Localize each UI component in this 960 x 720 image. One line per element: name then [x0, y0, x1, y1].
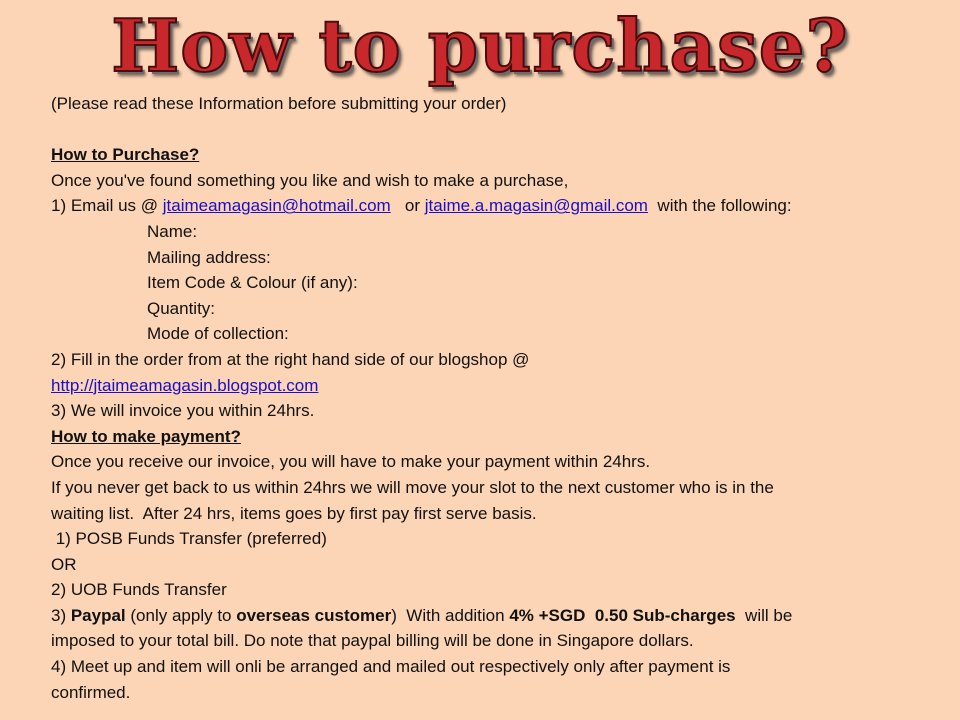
- step-1-suffix: with the following:: [657, 196, 792, 216]
- payment-option-3-line-2: imposed to your total bill. Do note that paypal billing will be done in Singapore dollars.: [51, 631, 694, 651]
- payment-heading: How to make payment?: [51, 426, 241, 446]
- or-separator: OR: [51, 554, 77, 574]
- step-3: 3) We will invoice you within 24hrs.: [51, 401, 315, 421]
- option-3-mid-1: (only apply to: [125, 605, 237, 625]
- surcharge-label: 4% +SGD 0.50 Sub-charges: [509, 605, 736, 625]
- step-2: 2) Fill in the order from at the right hand side of our blogshop @: [51, 349, 530, 369]
- payment-option-1: 1) POSB Funds Transfer (preferred): [51, 529, 327, 549]
- note-text: (Please read these Information before submitting your order): [51, 94, 507, 113]
- page-title: How to purchase?: [111, 3, 849, 88]
- field-mailing-address: Mailing address:: [147, 247, 271, 267]
- purchase-heading: How to Purchase?: [51, 145, 200, 165]
- overseas-label: overseas customer: [236, 605, 392, 625]
- or-text: or: [404, 196, 420, 216]
- field-quantity: Quantity:: [147, 298, 216, 318]
- option-3-mid-2: ) With addition: [391, 605, 510, 625]
- paypal-label: Paypal: [70, 605, 126, 625]
- step-1-prefix: 1) Email us @: [51, 196, 163, 216]
- blogshop-link[interactable]: http://jtaimeamagasin.blogspot.com: [51, 375, 319, 395]
- payment-option-4-line-1: 4) Meet up and item will onli be arranged and mailed out respectively only after payment is: [51, 657, 731, 677]
- payment-line-2: If you never get back to us within 24hrs we will move your slot to the next customer who is in the: [51, 477, 774, 497]
- payment-line-1: Once you receive our invoice, you will have to make your payment within 24hrs.: [51, 452, 651, 472]
- email-link-gmail[interactable]: jtaime.a.magasin@gmail.com: [424, 196, 648, 216]
- instructions-body: [51, 91, 941, 705]
- option-3-prefix: 3): [51, 605, 71, 625]
- option-3-suffix: will be: [735, 605, 793, 625]
- field-item-code: Item Code & Colour (if any):: [147, 273, 358, 293]
- purchase-intro: Once you've found something you like and wish to make a purchase,: [51, 170, 569, 190]
- payment-option-3: [51, 603, 941, 629]
- payment-option-2: 2) UOB Funds Transfer: [51, 580, 227, 600]
- field-mode-of-collection: Mode of collection:: [147, 324, 289, 344]
- step-1: [51, 193, 941, 219]
- payment-option-4-line-2: confirmed.: [51, 682, 131, 702]
- spacer: [51, 117, 941, 143]
- payment-line-3: waiting list. After 24 hrs, items goes by first pay first serve basis.: [51, 503, 537, 523]
- email-link-hotmail[interactable]: jtaimeamagasin@hotmail.com: [162, 196, 391, 216]
- field-name: Name:: [147, 221, 198, 241]
